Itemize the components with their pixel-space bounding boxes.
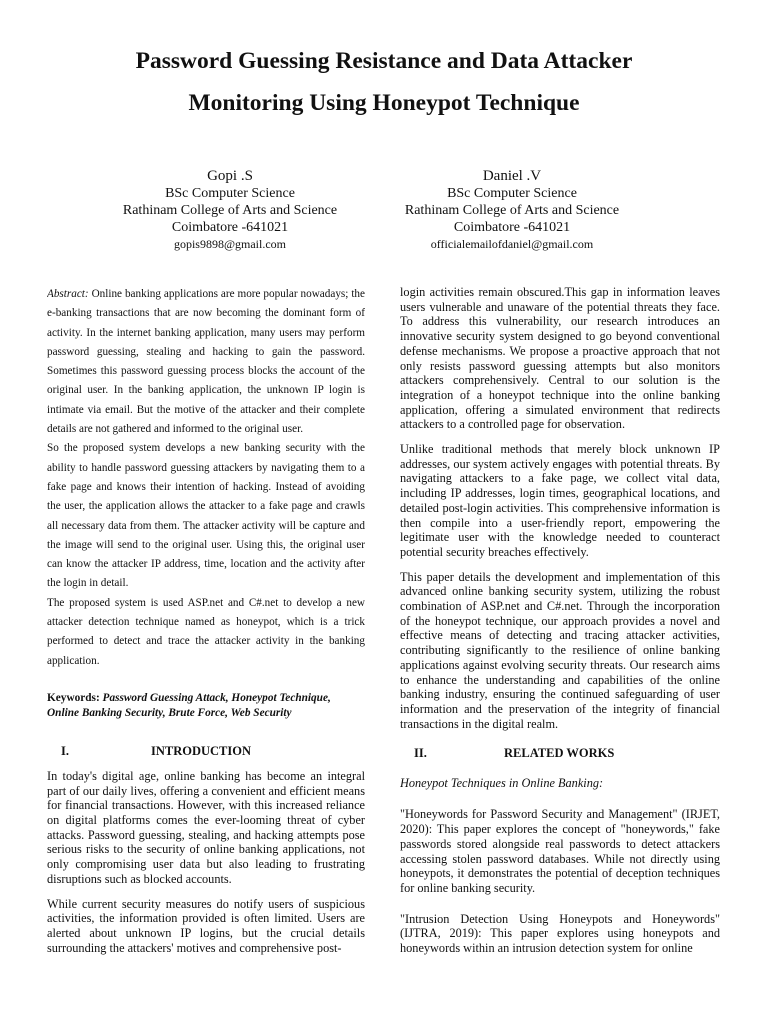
author-block-1 xyxy=(70,168,390,253)
abstract-label: Abstract: xyxy=(47,288,89,300)
keywords xyxy=(47,691,365,721)
intro-paragraph-4: Unlike traditional methods that merely block unknown IP addresses, our system actively engages with potential threats. By navigating attackers to a fake page, we collect vital data, including IP addresses, login times, geographical locations, and detailed post-login activities. This comprehensive information is then compile into a user-friendly report, empowering the legitimate user with the knowledge needed to counteract potential security breaches effectively. xyxy=(400,442,720,559)
subsection-heading: Honeypot Techniques in Online Banking: xyxy=(400,776,604,791)
author-city: Coimbatore -641021 xyxy=(171,220,289,235)
section-heading-introduction xyxy=(47,743,365,759)
paper-title xyxy=(40,40,728,124)
keywords-label: Keywords: xyxy=(47,691,103,704)
title-line-1: Password Guessing Resistance and Data Attacker xyxy=(135,48,633,74)
keywords-text: Password Guessing Attack, Honeypot Technique, Online Banking Security, Brute Force, Web Security xyxy=(47,691,331,719)
abstract-paragraph-3: The proposed system is used ASP.net and C#.net to develop a new attacker detection technique named as honeypot, which is a trick performed to detect and trace the attacker activity in the banking application. xyxy=(47,596,365,667)
section-number: I. xyxy=(61,743,69,758)
abstract-text-1: Online banking applications are more popular nowadays; the e-banking transactions that are now becoming the dominant form of activity. In the internet banking application, many users may perform password guessing, stealing and hacking to gain the password. Sometimes this password guessing process blocks the account of the original user. In the banking application, the unknown IP login is intimate via email. But the motive of the attacker and their complete details are not gathered and informed to the original user. xyxy=(47,288,365,436)
related-paragraph-2: "Intrusion Detection Using Honeypots and Honeywords" (IJTRA, 2019): This paper explores using honeypots and honeywords within an intrusion detection system for online xyxy=(400,911,720,956)
left-column xyxy=(47,285,365,1024)
author-college: Rathinam College of Arts and Science xyxy=(404,203,620,218)
right-column xyxy=(400,285,720,1024)
author-department: BSc Computer Science xyxy=(447,186,577,201)
author-city: Coimbatore -641021 xyxy=(453,220,571,235)
title-line-2: Monitoring Using Honeypot Technique xyxy=(188,90,580,116)
related-paragraph-1: "Honeywords for Password Security and Management" (IRJET, 2020): This paper explores the concept of "honeywords," fake passwords stored alongside real passwords to detect attackers accessing stolen password databases. While not directly using honeypots, it demonstrates the potential of deception techniques for online banking security. xyxy=(400,807,720,895)
section-title: RELATED WORKS xyxy=(504,746,615,761)
intro-paragraph-1: In today's digital age, online banking has become an integral part of our daily lives, offering a convenient and efficient means for financial transactions. However, with this increased reliance on digital platforms comes the ever-looming threat of cyber attacks. Password guessing, stealing, and hacking attempts pose serious risks to the security of online banking applications, not only compromising user data but also leading to frustrating disruptions such as blocked accounts. xyxy=(47,768,365,886)
section-number: II. xyxy=(414,746,427,761)
author-name: Gopi .S xyxy=(207,168,253,184)
author-block-2 xyxy=(352,168,672,253)
section-title: INTRODUCTION xyxy=(151,743,252,758)
author-college: Rathinam College of Arts and Science xyxy=(122,203,338,218)
author-email: officialemailofdaniel@gmail.com xyxy=(430,237,594,251)
intro-paragraph-2: While current security measures do notify users of suspicious activities, the information provided is often limited. Users are alerted about unknown IP logins, but the crucial details surrounding the attackers' motives and comprehensive post- xyxy=(47,896,365,955)
intro-paragraph-3: login activities remain obscured.This gap in information leaves users vulnerable and unaware of the potential threats they face. To address this vulnerability, our research introduces an innovative security system designed to go beyond conventional defense mechanisms. We propose a proactive approach that not only resists password guessing attempts but also monitors attackers comprehensively. Central to our solution is the integration of a honeypot technique into the online banking application, offering a simulated environment that redirects attackers to a controlled page for observation. xyxy=(400,285,720,432)
author-name: Daniel .V xyxy=(482,168,542,184)
abstract-paragraph-1 xyxy=(47,285,365,439)
author-email: gopis9898@gmail.com xyxy=(173,237,287,251)
section-heading-related-works xyxy=(400,745,720,761)
abstract xyxy=(47,285,365,671)
author-department: BSc Computer Science xyxy=(165,186,295,201)
intro-paragraph-5: This paper details the development and implementation of this advanced online banking security system, utilizing the robust combination of ASP.net and C#.net. Through the incorporation of the honeypot technique, our approach provides a novel and effective means of detecting and tracing attacker activities, contributing significantly to the resilience of online banking applications against evolving security threats. Our research aims to enhance the understanding and capabilities of the online banking industry, ensuring the continued safeguarding of user information and the preservation of the integrity of financial transactions in the digital realm. xyxy=(400,569,720,731)
abstract-paragraph-2: So the proposed system develops a new banking security with the ability to handle password guessing attackers by navigating them to a fake page and knows their intention of hacking. Instead of avoiding the user, the application allows the attacker to a fake page and crawls all necessary data from them. The attacker activity will be capture and the image will send to the original user. Using this, the original user can know the attacker IP address, time, location and the activity after the login in detail. xyxy=(47,442,365,590)
